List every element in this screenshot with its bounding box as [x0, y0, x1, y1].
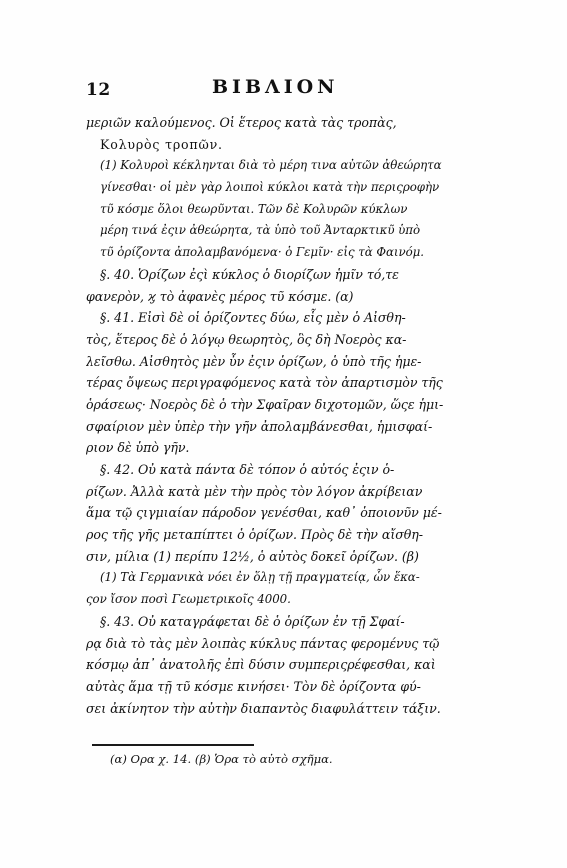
text-line: ρᾳ διὰ τὸ τὰς μὲν λοιπὰς κύκλυς πάντας φερομένυς τῷ	[86, 635, 440, 651]
footnote-line: (1) Τὰ Γερμανικὰ νόει ἐν ὅλῃ τῇ πραγματείᾳ, ὧν ἕκα-	[100, 570, 420, 585]
footnote-line: ςον ἴσον ποσὶ Γεωμετρικοῖς 4000.	[86, 592, 291, 607]
footnote-line: μέρη τινά ἐςιν ἀθεώρητα, τὰ ὑπὸ τοῦ Ἀνταρκτικῦ ὑπὸ	[100, 223, 421, 238]
text-line: σιν, μίλια (1) περίπυ 12½, ὁ αὐτὸς δοκεῖ ὁρίζων. (β)	[86, 548, 419, 564]
text-line: §. 43. Οὐ καταγράφεται δὲ ὁ ὁρίζων ἐν τῇ Σφαί-	[100, 613, 405, 629]
footnote-line: τῦ ὁρίζοντα ἀπολαμβανόμενα· ὁ Γεμῖν· εἰς τὰ Φαινόμ.	[100, 245, 424, 260]
footnote-divider	[92, 744, 254, 746]
page-number: 12	[86, 80, 111, 100]
text-line: ρίζων. Ἀλλὰ κατὰ μὲν τὴν πρὸς τὸν λόγον ἀκρίβειαν	[86, 483, 423, 499]
text-line: φανερὸν, ϗ τὸ ἀφανὲς μέρος τῦ κόσμε. (α)	[86, 288, 354, 304]
footnote-line: γίνεσθαι· οἱ μὲν γὰρ λοιποὶ κύκλοι κατὰ τὴν περιςροφὴν	[100, 180, 440, 195]
text-line: σφαίριον μὲν ὑπὲρ τὴν γῆν ἀπολαμβάνεσθαι, ἡμισφαί-	[86, 418, 433, 434]
body-text	[86, 112, 478, 719]
text-line: ριον δὲ ὑπὸ γῆν.	[86, 440, 190, 456]
text-line: σει ἀκίνητον τὴν αὐτὴν διαπαντὸς διαφυλάττειν τάξιν.	[86, 700, 441, 716]
text-line: Κολυρὸς τροπῶν.	[100, 136, 223, 152]
page-header	[86, 76, 486, 106]
text-line: ρος τῆς γῆς μεταπίπτει ὁ ὁρίζων. Πρὸς δὲ τὴν αἴσθη-	[86, 527, 423, 543]
text-line: §. 42. Οὐ κατὰ πάντα δὲ τόπον ὁ αὐτός ἐςιν ὁ-	[100, 462, 395, 477]
text-line: τὸς, ἕτερος δὲ ὁ λόγῳ θεωρητὸς, ὃς δὴ Νοερὸς κα-	[86, 331, 407, 347]
text-line: αὐτὰς ἅμα τῇ τῦ κόσμε κινήσει· Τὸν δὲ ὁρίζοντα φύ-	[86, 678, 421, 694]
footnotes: (α) Ορα χ. 14. (β) Ὁρα τὸ αὐτὸ σχῆμα.	[110, 752, 333, 766]
text-line: §. 41. Εἰσὶ δὲ οἱ ὁρίζοντες δύω, εἷς μὲν ὁ Αἰσθη-	[100, 310, 406, 326]
text-line: μεριῶν καλούμενος. Οἱ ἕτερος κατὰ τὰς τροπὰς,	[86, 115, 397, 130]
text-line: §. 40. Ὁρίζων ἐςὶ κύκλος ὁ διορίζων ἡμῖν τό,τε	[100, 266, 399, 282]
running-title: ΒΙΒΛΙΟΝ	[212, 76, 339, 98]
text-line: ἅμα τῷ ςιγμιαίαν πάροδον γενέσθαι, καθ᾽ ὁποιονῦν μέ-	[86, 505, 442, 521]
text-line: κόσμῳ ἀπ᾽ ἀνατολῆς ἐπὶ δύσιν συμπεριςρέφεσθαι, καὶ	[86, 657, 436, 673]
text-line: ὁράσεως· Νοερὸς δὲ ὁ τὴν Σφαῖραν διχοτομῶν, ὥςε ἡμι-	[86, 396, 444, 412]
footnote-line: (1) Κολυροὶ κέκληνται διὰ τὸ μέρη τινα αὐτῶν ἀθεώρητα	[100, 158, 442, 173]
text-line: λεῖσθω. Αἰσθητὸς μὲν ὖν ἐςιν ὁρίζων, ὁ ὑπὸ τῆς ἡμε-	[86, 353, 422, 369]
footnote-line: τῦ κόσμε ὅλοι θεωρῦνται. Τῶν δὲ Κολυρῶν κύκλων	[100, 201, 408, 216]
text-line: τέρας ὄψεως περιγραφόμενος κατὰ τὸν ἀπαρτισμὸν τῆς	[86, 375, 443, 391]
